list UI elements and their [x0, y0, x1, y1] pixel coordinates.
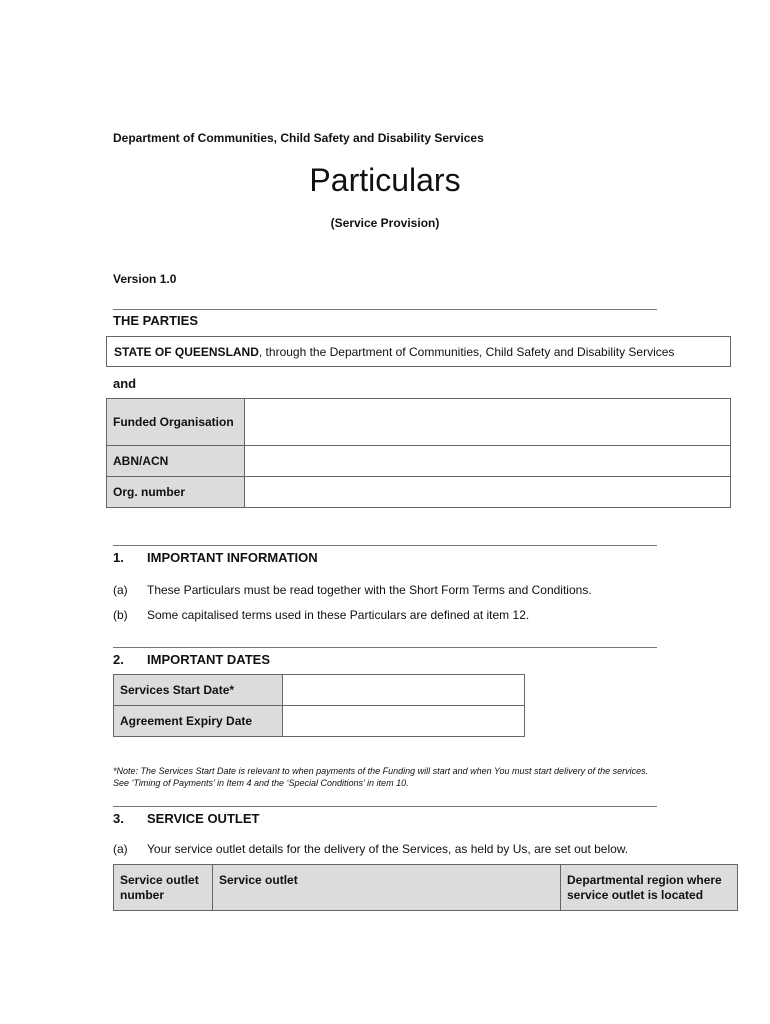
col-departmental-region: Departmental region where service outlet is located	[561, 865, 738, 911]
page-title: Particulars	[309, 162, 461, 198]
abn-acn-label: ABN/ACN	[107, 446, 245, 477]
org-number-value[interactable]	[245, 477, 731, 508]
table-row	[114, 706, 525, 737]
section-1-heading: IMPORTANT INFORMATION	[147, 550, 318, 565]
department-name: Department of Communities, Child Safety and Disability Services	[113, 131, 484, 145]
services-start-date-value[interactable]	[283, 675, 525, 706]
start-date-note: *Note: The Services Start Date is relevant to when payments of the Funding will start and when You must start delivery of the services. See ‘Timing of Payments’ in Item 4 and the ‘Special Conditions’ in item 10.	[113, 766, 649, 788]
section-divider	[113, 545, 657, 546]
item-3a-label: (a)	[113, 842, 128, 856]
version-label: Version 1.0	[113, 272, 177, 286]
col-service-outlet: Service outlet	[213, 865, 561, 911]
item-3a-text: Your service outlet details for the delivery of the Services, as held by Us, are set out below.	[147, 842, 629, 856]
table-header-row	[114, 865, 738, 911]
item-1b-text: Some capitalised terms used in these Particulars are defined at item 12.	[147, 608, 530, 622]
funded-organisation-table	[106, 398, 731, 508]
section-1-number: 1.	[113, 550, 124, 565]
section-3-heading: SERVICE OUTLET	[147, 811, 260, 826]
section-3-number: 3.	[113, 811, 124, 826]
and-label: and	[113, 376, 137, 391]
state-name: STATE OF QUEENSLAND	[114, 344, 259, 359]
agreement-expiry-date-label: Agreement Expiry Date	[114, 706, 283, 737]
item-1b-label: (b)	[113, 608, 128, 622]
item-1a-text: These Particulars must be read together with the Short Form Terms and Conditions.	[147, 583, 592, 597]
table-row	[114, 675, 525, 706]
parties-heading: THE PARTIES	[113, 313, 198, 328]
item-1a-label: (a)	[113, 583, 128, 597]
services-start-date-label: Services Start Date*	[114, 675, 283, 706]
agreement-expiry-date-value[interactable]	[283, 706, 525, 737]
important-dates-table	[113, 674, 525, 737]
org-number-label: Org. number	[107, 477, 245, 508]
section-divider	[113, 806, 657, 807]
state-description: , through the Department of Communities, Child Safety and Disability Services	[258, 344, 675, 359]
table-row	[107, 477, 731, 508]
table-row	[107, 446, 731, 477]
parties-state-cell	[107, 337, 731, 367]
funded-organisation-value[interactable]	[245, 399, 731, 446]
service-outlet-table	[113, 864, 738, 911]
table-row	[107, 399, 731, 446]
funded-organisation-label: Funded Organisation	[107, 399, 245, 446]
page-subtitle: (Service Provision)	[330, 216, 440, 230]
parties-state-box	[106, 336, 731, 367]
section-divider	[113, 309, 657, 310]
section-divider	[113, 647, 657, 648]
section-2-heading: IMPORTANT DATES	[147, 652, 271, 667]
abn-acn-value[interactable]	[245, 446, 731, 477]
col-service-outlet-number: Service outlet number	[114, 865, 213, 911]
section-2-number: 2.	[113, 652, 124, 667]
